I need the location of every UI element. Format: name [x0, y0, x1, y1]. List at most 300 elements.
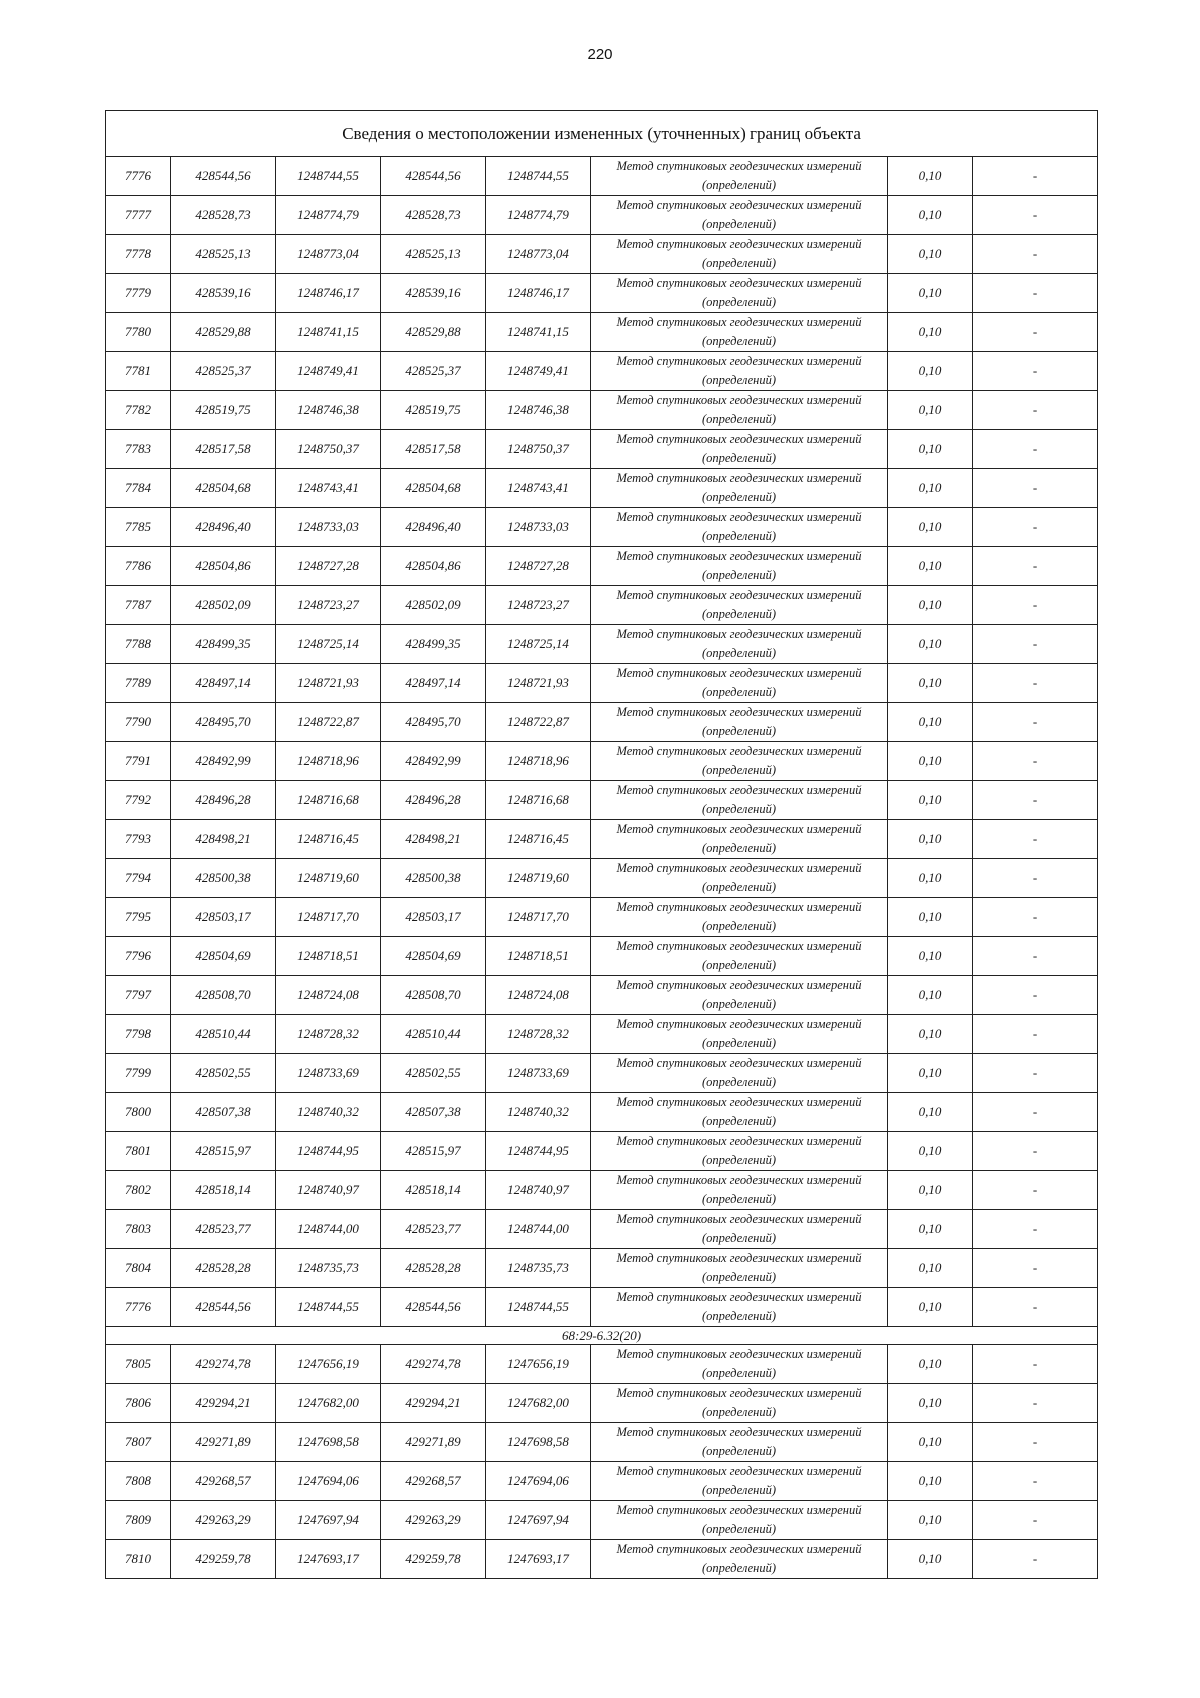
existing-y-cell: 1248743,41 — [276, 469, 381, 508]
refined-x-cell: 428492,99 — [381, 742, 486, 781]
note-cell: - — [973, 1093, 1098, 1132]
point-number-cell: 7789 — [106, 664, 171, 703]
method-cell: Метод спутниковых геодезических измерений (определений) — [591, 1171, 888, 1210]
accuracy-cell: 0,10 — [888, 157, 973, 196]
table-row — [106, 781, 1098, 820]
note-cell: - — [973, 313, 1098, 352]
method-cell: Метод спутниковых геодезических измерений (определений) — [591, 976, 888, 1015]
point-number-cell: 7797 — [106, 976, 171, 1015]
refined-x-cell: 428498,21 — [381, 820, 486, 859]
table-row — [106, 1054, 1098, 1093]
table-row — [106, 1345, 1098, 1384]
table-row — [106, 1540, 1098, 1579]
refined-x-cell: 428517,58 — [381, 430, 486, 469]
point-number-cell: 7780 — [106, 313, 171, 352]
refined-y-cell: 1248727,28 — [486, 547, 591, 586]
existing-y-cell: 1248744,00 — [276, 1210, 381, 1249]
point-number-cell: 7804 — [106, 1249, 171, 1288]
accuracy-cell: 0,10 — [888, 547, 973, 586]
existing-y-cell: 1248733,03 — [276, 508, 381, 547]
refined-y-cell: 1248744,95 — [486, 1132, 591, 1171]
existing-x-cell: 428492,99 — [171, 742, 276, 781]
existing-x-cell: 429274,78 — [171, 1345, 276, 1384]
table-row — [106, 742, 1098, 781]
refined-x-cell: 428528,73 — [381, 196, 486, 235]
existing-x-cell: 428517,58 — [171, 430, 276, 469]
method-cell: Метод спутниковых геодезических измерений (определений) — [591, 625, 888, 664]
existing-x-cell: 428504,68 — [171, 469, 276, 508]
point-number-cell: 7791 — [106, 742, 171, 781]
existing-x-cell: 429268,57 — [171, 1462, 276, 1501]
refined-x-cell: 428503,17 — [381, 898, 486, 937]
method-cell: Метод спутниковых геодезических измерений (определений) — [591, 820, 888, 859]
table-row — [106, 586, 1098, 625]
point-number-cell: 7786 — [106, 547, 171, 586]
method-cell: Метод спутниковых геодезических измерений (определений) — [591, 781, 888, 820]
note-cell: - — [973, 1345, 1098, 1384]
existing-x-cell: 428515,97 — [171, 1132, 276, 1171]
method-cell: Метод спутниковых геодезических измерений (определений) — [591, 1462, 888, 1501]
note-cell: - — [973, 196, 1098, 235]
refined-x-cell: 428523,77 — [381, 1210, 486, 1249]
method-cell: Метод спутниковых геодезических измерений (определений) — [591, 898, 888, 937]
existing-x-cell: 429263,29 — [171, 1501, 276, 1540]
table-row — [106, 469, 1098, 508]
refined-x-cell: 429263,29 — [381, 1501, 486, 1540]
refined-x-cell: 428508,70 — [381, 976, 486, 1015]
method-cell: Метод спутниковых геодезических измерений (определений) — [591, 1288, 888, 1327]
method-cell: Метод спутниковых геодезических измерений (определений) — [591, 430, 888, 469]
point-number-cell: 7807 — [106, 1423, 171, 1462]
method-cell: Метод спутниковых геодезических измерений (определений) — [591, 1345, 888, 1384]
section-header-row — [106, 1327, 1098, 1345]
refined-x-cell: 428525,13 — [381, 235, 486, 274]
table-row — [106, 937, 1098, 976]
accuracy-cell: 0,10 — [888, 703, 973, 742]
note-cell: - — [973, 1249, 1098, 1288]
refined-y-cell: 1248718,96 — [486, 742, 591, 781]
point-number-cell: 7783 — [106, 430, 171, 469]
existing-y-cell: 1248749,41 — [276, 352, 381, 391]
method-cell: Метод спутниковых геодезических измерений (определений) — [591, 703, 888, 742]
refined-x-cell: 428539,16 — [381, 274, 486, 313]
note-cell: - — [973, 274, 1098, 313]
accuracy-cell: 0,10 — [888, 625, 973, 664]
point-number-cell: 7792 — [106, 781, 171, 820]
refined-y-cell: 1248719,60 — [486, 859, 591, 898]
refined-y-cell: 1247698,58 — [486, 1423, 591, 1462]
method-cell: Метод спутниковых геодезических измерений (определений) — [591, 859, 888, 898]
point-number-cell: 7802 — [106, 1171, 171, 1210]
note-cell: - — [973, 235, 1098, 274]
existing-y-cell: 1247697,94 — [276, 1501, 381, 1540]
section-label: 68:29-6.32(20) — [106, 1327, 1098, 1345]
note-cell: - — [973, 430, 1098, 469]
existing-y-cell: 1248716,68 — [276, 781, 381, 820]
refined-x-cell: 428529,88 — [381, 313, 486, 352]
existing-x-cell: 428528,28 — [171, 1249, 276, 1288]
table-row — [106, 547, 1098, 586]
refined-y-cell: 1248746,17 — [486, 274, 591, 313]
note-cell: - — [973, 898, 1098, 937]
refined-y-cell: 1248716,45 — [486, 820, 591, 859]
method-cell: Метод спутниковых геодезических измерений (определений) — [591, 1384, 888, 1423]
point-number-cell: 7778 — [106, 235, 171, 274]
refined-x-cell: 428519,75 — [381, 391, 486, 430]
refined-y-cell: 1247693,17 — [486, 1540, 591, 1579]
existing-x-cell: 428544,56 — [171, 1288, 276, 1327]
refined-y-cell: 1248725,14 — [486, 625, 591, 664]
existing-x-cell: 428525,37 — [171, 352, 276, 391]
note-cell: - — [973, 1132, 1098, 1171]
point-number-cell: 7776 — [106, 1288, 171, 1327]
point-number-cell: 7801 — [106, 1132, 171, 1171]
note-cell: - — [973, 391, 1098, 430]
existing-y-cell: 1248741,15 — [276, 313, 381, 352]
table-row — [106, 664, 1098, 703]
refined-y-cell: 1248744,55 — [486, 157, 591, 196]
point-number-cell: 7805 — [106, 1345, 171, 1384]
existing-x-cell: 428519,75 — [171, 391, 276, 430]
table-title: Сведения о местоположении измененных (уточненных) границ объекта — [106, 111, 1098, 157]
note-cell: - — [973, 1015, 1098, 1054]
refined-x-cell: 428507,38 — [381, 1093, 486, 1132]
method-cell: Метод спутниковых геодезических измерений (определений) — [591, 1210, 888, 1249]
existing-y-cell: 1247682,00 — [276, 1384, 381, 1423]
accuracy-cell: 0,10 — [888, 586, 973, 625]
point-number-cell: 7788 — [106, 625, 171, 664]
note-cell: - — [973, 1423, 1098, 1462]
accuracy-cell: 0,10 — [888, 235, 973, 274]
point-number-cell: 7784 — [106, 469, 171, 508]
method-cell: Метод спутниковых геодезических измерений (определений) — [591, 742, 888, 781]
table-row — [106, 157, 1098, 196]
method-cell: Метод спутниковых геодезических измерений (определений) — [591, 1501, 888, 1540]
table-row — [106, 820, 1098, 859]
refined-x-cell: 428496,28 — [381, 781, 486, 820]
method-cell: Метод спутниковых геодезических измерений (определений) — [591, 1054, 888, 1093]
refined-x-cell: 428515,97 — [381, 1132, 486, 1171]
table-row — [106, 1132, 1098, 1171]
accuracy-cell: 0,10 — [888, 820, 973, 859]
accuracy-cell: 0,10 — [888, 508, 973, 547]
existing-y-cell: 1248744,95 — [276, 1132, 381, 1171]
accuracy-cell: 0,10 — [888, 1093, 973, 1132]
existing-y-cell: 1248718,96 — [276, 742, 381, 781]
method-cell: Метод спутниковых геодезических измерений (определений) — [591, 508, 888, 547]
method-cell: Метод спутниковых геодезических измерений (определений) — [591, 664, 888, 703]
refined-y-cell: 1247682,00 — [486, 1384, 591, 1423]
existing-x-cell: 428495,70 — [171, 703, 276, 742]
refined-y-cell: 1248744,00 — [486, 1210, 591, 1249]
existing-y-cell: 1248718,51 — [276, 937, 381, 976]
table-row — [106, 1462, 1098, 1501]
note-cell: - — [973, 937, 1098, 976]
refined-x-cell: 428497,14 — [381, 664, 486, 703]
point-number-cell: 7790 — [106, 703, 171, 742]
existing-y-cell: 1248723,27 — [276, 586, 381, 625]
existing-x-cell: 428525,13 — [171, 235, 276, 274]
note-cell: - — [973, 547, 1098, 586]
existing-y-cell: 1248719,60 — [276, 859, 381, 898]
existing-y-cell: 1248740,97 — [276, 1171, 381, 1210]
table-row — [106, 196, 1098, 235]
refined-y-cell: 1248746,38 — [486, 391, 591, 430]
refined-y-cell: 1248724,08 — [486, 976, 591, 1015]
refined-x-cell: 428504,86 — [381, 547, 486, 586]
existing-x-cell: 428502,55 — [171, 1054, 276, 1093]
accuracy-cell: 0,10 — [888, 1210, 973, 1249]
accuracy-cell: 0,10 — [888, 391, 973, 430]
point-number-cell: 7796 — [106, 937, 171, 976]
refined-y-cell: 1248728,32 — [486, 1015, 591, 1054]
accuracy-cell: 0,10 — [888, 1540, 973, 1579]
refined-x-cell: 428528,28 — [381, 1249, 486, 1288]
table-row — [106, 1249, 1098, 1288]
accuracy-cell: 0,10 — [888, 196, 973, 235]
point-number-cell: 7810 — [106, 1540, 171, 1579]
existing-y-cell: 1247698,58 — [276, 1423, 381, 1462]
note-cell: - — [973, 508, 1098, 547]
existing-x-cell: 428496,28 — [171, 781, 276, 820]
accuracy-cell: 0,10 — [888, 274, 973, 313]
note-cell: - — [973, 586, 1098, 625]
refined-y-cell: 1248735,73 — [486, 1249, 591, 1288]
accuracy-cell: 0,10 — [888, 1501, 973, 1540]
table-row — [106, 976, 1098, 1015]
refined-x-cell: 428544,56 — [381, 1288, 486, 1327]
note-cell: - — [973, 859, 1098, 898]
note-cell: - — [973, 1054, 1098, 1093]
existing-y-cell: 1248744,55 — [276, 157, 381, 196]
existing-x-cell: 428498,21 — [171, 820, 276, 859]
refined-x-cell: 428500,38 — [381, 859, 486, 898]
accuracy-cell: 0,10 — [888, 1249, 973, 1288]
accuracy-cell: 0,10 — [888, 352, 973, 391]
note-cell: - — [973, 1288, 1098, 1327]
existing-y-cell: 1248740,32 — [276, 1093, 381, 1132]
accuracy-cell: 0,10 — [888, 859, 973, 898]
existing-y-cell: 1247656,19 — [276, 1345, 381, 1384]
table-row — [106, 391, 1098, 430]
refined-y-cell: 1248718,51 — [486, 937, 591, 976]
refined-x-cell: 429271,89 — [381, 1423, 486, 1462]
method-cell: Метод спутниковых геодезических измерений (определений) — [591, 1423, 888, 1462]
accuracy-cell: 0,10 — [888, 1288, 973, 1327]
method-cell: Метод спутниковых геодезических измерений (определений) — [591, 547, 888, 586]
accuracy-cell: 0,10 — [888, 469, 973, 508]
point-number-cell: 7798 — [106, 1015, 171, 1054]
refined-y-cell: 1248733,69 — [486, 1054, 591, 1093]
refined-y-cell: 1247697,94 — [486, 1501, 591, 1540]
existing-x-cell: 428503,17 — [171, 898, 276, 937]
existing-y-cell: 1248750,37 — [276, 430, 381, 469]
refined-x-cell: 429274,78 — [381, 1345, 486, 1384]
refined-y-cell: 1248733,03 — [486, 508, 591, 547]
note-cell: - — [973, 1540, 1098, 1579]
table-row — [106, 859, 1098, 898]
existing-y-cell: 1248727,28 — [276, 547, 381, 586]
existing-x-cell: 428496,40 — [171, 508, 276, 547]
refined-y-cell: 1248749,41 — [486, 352, 591, 391]
point-number-cell: 7785 — [106, 508, 171, 547]
accuracy-cell: 0,10 — [888, 1384, 973, 1423]
accuracy-cell: 0,10 — [888, 742, 973, 781]
existing-x-cell: 428502,09 — [171, 586, 276, 625]
refined-y-cell: 1248774,79 — [486, 196, 591, 235]
method-cell: Метод спутниковых геодезических измерений (определений) — [591, 196, 888, 235]
refined-x-cell: 428525,37 — [381, 352, 486, 391]
table-body — [106, 111, 1098, 1579]
accuracy-cell: 0,10 — [888, 430, 973, 469]
point-number-cell: 7781 — [106, 352, 171, 391]
method-cell: Метод спутниковых геодезических измерений (определений) — [591, 1132, 888, 1171]
method-cell: Метод спутниковых геодезических измерений (определений) — [591, 1540, 888, 1579]
existing-x-cell: 429259,78 — [171, 1540, 276, 1579]
existing-y-cell: 1247694,06 — [276, 1462, 381, 1501]
refined-y-cell: 1248740,32 — [486, 1093, 591, 1132]
refined-y-cell: 1248773,04 — [486, 235, 591, 274]
existing-y-cell: 1248735,73 — [276, 1249, 381, 1288]
table-row — [106, 1015, 1098, 1054]
note-cell: - — [973, 1171, 1098, 1210]
refined-x-cell: 428544,56 — [381, 157, 486, 196]
existing-x-cell: 428518,14 — [171, 1171, 276, 1210]
existing-x-cell: 428499,35 — [171, 625, 276, 664]
accuracy-cell: 0,10 — [888, 1132, 973, 1171]
existing-y-cell: 1248725,14 — [276, 625, 381, 664]
table-row — [106, 352, 1098, 391]
existing-y-cell: 1248716,45 — [276, 820, 381, 859]
point-number-cell: 7793 — [106, 820, 171, 859]
method-cell: Метод спутниковых геодезических измерений (определений) — [591, 1093, 888, 1132]
refined-y-cell: 1248722,87 — [486, 703, 591, 742]
note-cell: - — [973, 976, 1098, 1015]
refined-y-cell: 1248744,55 — [486, 1288, 591, 1327]
accuracy-cell: 0,10 — [888, 1015, 973, 1054]
refined-y-cell: 1248750,37 — [486, 430, 591, 469]
point-number-cell: 7787 — [106, 586, 171, 625]
existing-x-cell: 428528,73 — [171, 196, 276, 235]
refined-x-cell: 428510,44 — [381, 1015, 486, 1054]
existing-x-cell: 428504,69 — [171, 937, 276, 976]
note-cell: - — [973, 742, 1098, 781]
point-number-cell: 7776 — [106, 157, 171, 196]
refined-x-cell: 429268,57 — [381, 1462, 486, 1501]
refined-x-cell: 428496,40 — [381, 508, 486, 547]
existing-x-cell: 428529,88 — [171, 313, 276, 352]
point-number-cell: 7808 — [106, 1462, 171, 1501]
note-cell: - — [973, 469, 1098, 508]
refined-x-cell: 428495,70 — [381, 703, 486, 742]
refined-x-cell: 428504,69 — [381, 937, 486, 976]
method-cell: Метод спутниковых геодезических измерений (определений) — [591, 352, 888, 391]
table-row — [106, 1288, 1098, 1327]
refined-y-cell: 1248723,27 — [486, 586, 591, 625]
accuracy-cell: 0,10 — [888, 664, 973, 703]
existing-y-cell: 1248724,08 — [276, 976, 381, 1015]
table-row — [106, 235, 1098, 274]
accuracy-cell: 0,10 — [888, 976, 973, 1015]
table-row — [106, 430, 1098, 469]
accuracy-cell: 0,10 — [888, 1171, 973, 1210]
existing-x-cell: 428507,38 — [171, 1093, 276, 1132]
note-cell: - — [973, 352, 1098, 391]
existing-y-cell: 1248744,55 — [276, 1288, 381, 1327]
note-cell: - — [973, 625, 1098, 664]
point-number-cell: 7800 — [106, 1093, 171, 1132]
accuracy-cell: 0,10 — [888, 1345, 973, 1384]
refined-y-cell: 1247656,19 — [486, 1345, 591, 1384]
method-cell: Метод спутниковых геодезических измерений (определений) — [591, 1249, 888, 1288]
refined-y-cell: 1248743,41 — [486, 469, 591, 508]
point-number-cell: 7806 — [106, 1384, 171, 1423]
existing-x-cell: 429294,21 — [171, 1384, 276, 1423]
existing-x-cell: 428504,86 — [171, 547, 276, 586]
point-number-cell: 7782 — [106, 391, 171, 430]
note-cell: - — [973, 1501, 1098, 1540]
refined-x-cell: 428504,68 — [381, 469, 486, 508]
note-cell: - — [973, 664, 1098, 703]
method-cell: Метод спутниковых геодезических измерений (определений) — [591, 157, 888, 196]
accuracy-cell: 0,10 — [888, 898, 973, 937]
table-row — [106, 1501, 1098, 1540]
existing-y-cell: 1248774,79 — [276, 196, 381, 235]
table-row — [106, 625, 1098, 664]
accuracy-cell: 0,10 — [888, 1462, 973, 1501]
refined-x-cell: 428518,14 — [381, 1171, 486, 1210]
existing-y-cell: 1247693,17 — [276, 1540, 381, 1579]
accuracy-cell: 0,10 — [888, 1423, 973, 1462]
note-cell: - — [973, 781, 1098, 820]
existing-y-cell: 1248728,32 — [276, 1015, 381, 1054]
existing-y-cell: 1248733,69 — [276, 1054, 381, 1093]
method-cell: Метод спутниковых геодезических измерений (определений) — [591, 391, 888, 430]
point-number-cell: 7779 — [106, 274, 171, 313]
refined-x-cell: 428502,55 — [381, 1054, 486, 1093]
existing-y-cell: 1248746,38 — [276, 391, 381, 430]
existing-x-cell: 428544,56 — [171, 157, 276, 196]
table-row — [106, 1210, 1098, 1249]
table-row — [106, 1384, 1098, 1423]
table-row — [106, 1093, 1098, 1132]
method-cell: Метод спутниковых геодезических измерений (определений) — [591, 937, 888, 976]
refined-y-cell: 1248717,70 — [486, 898, 591, 937]
note-cell: - — [973, 1384, 1098, 1423]
refined-x-cell: 428502,09 — [381, 586, 486, 625]
point-number-cell: 7777 — [106, 196, 171, 235]
table-title-row — [106, 111, 1098, 157]
refined-y-cell: 1248721,93 — [486, 664, 591, 703]
refined-y-cell: 1247694,06 — [486, 1462, 591, 1501]
accuracy-cell: 0,10 — [888, 313, 973, 352]
existing-y-cell: 1248717,70 — [276, 898, 381, 937]
point-number-cell: 7795 — [106, 898, 171, 937]
refined-x-cell: 429294,21 — [381, 1384, 486, 1423]
point-number-cell: 7794 — [106, 859, 171, 898]
refined-y-cell: 1248740,97 — [486, 1171, 591, 1210]
coordinates-table — [105, 110, 1098, 1579]
existing-x-cell: 428539,16 — [171, 274, 276, 313]
table-row — [106, 1423, 1098, 1462]
existing-x-cell: 428497,14 — [171, 664, 276, 703]
table-row — [106, 1171, 1098, 1210]
existing-x-cell: 428510,44 — [171, 1015, 276, 1054]
method-cell: Метод спутниковых геодезических измерений (определений) — [591, 235, 888, 274]
table-row — [106, 274, 1098, 313]
page-number: 220 — [587, 46, 613, 63]
existing-x-cell: 428523,77 — [171, 1210, 276, 1249]
